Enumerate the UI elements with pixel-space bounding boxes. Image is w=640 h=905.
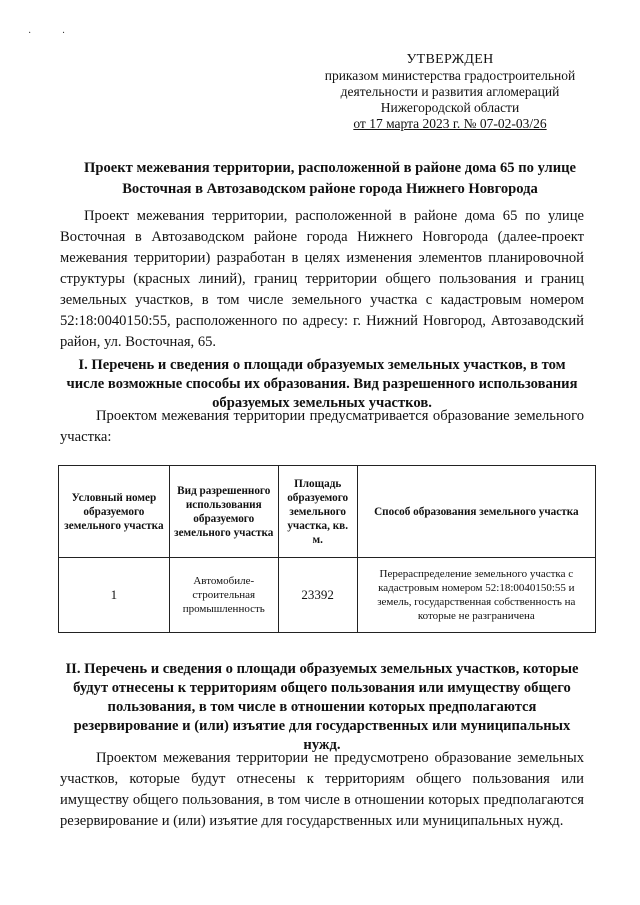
section-1-title: I. Перечень и сведения о площади образуемых земельных участков, в том числе возможные способы их образования. Вид разрешенного использования образуемых земельных участков.: [66, 357, 578, 411]
cell-method: Перераспределение земельного участка с кадастровым номером 52:18:0040150:55 и земель, государственная собственность на которые не разграничена: [357, 558, 595, 633]
column-header-usage: Вид разрешенного использования образуемого земельного участка: [169, 466, 278, 558]
approval-line-1: приказом министерства градостроительной: [324, 68, 576, 83]
section-1-text: Проектом межевания территории предусматривается образование земельного участка:: [60, 408, 584, 445]
approval-stamp-block: [310, 52, 590, 132]
approval-order-date: от 17 марта 2023 г. № 07-02-03/26: [353, 116, 547, 131]
intro-paragraph: Проект межевания территории, расположенной в районе дома 65 по улице Восточная в Автозаводском районе города Нижнего Новгорода (далее-проект межевания территории) разработан в целях изменения элементов планировочной структуры (красных линий), границ территории общего пользования и границ земельных участков, в том числе земельного участка с кадастровым номером 52:18:0040150:55, расположенного по адресу: г. Нижний Новгород, Автозаводский район, ул. Восточная, 65.: [60, 208, 584, 350]
approval-line-2: деятельности и развития агломераций: [340, 84, 560, 99]
cell-usage: Автомобиле-строительная промышленность: [169, 558, 278, 633]
table-header-row: [59, 466, 596, 558]
document-title: Проект межевания территории, расположенной в районе дома 65 по улице Восточная в Автозаводском районе города Нижнего Новгорода: [83, 160, 577, 197]
cell-area: 23392: [278, 558, 357, 633]
approval-heading: УТВЕРЖДЕН: [406, 52, 494, 67]
section-2-text: Проектом межевания территории не предусмотрено образование земельных участков, которые будут отнесены к территориям общего пользования или имуществу общего пользования, в том числе в отношении которых предполагаются резервирование и (или) изъятие для государственных или муниципальных нужд.: [60, 750, 584, 829]
column-header-method: Способ образования земельного участка: [357, 466, 595, 558]
approval-line-3: Нижегородской области: [380, 100, 520, 115]
column-header-number: Условный номер образуемого земельного участка: [59, 466, 170, 558]
column-header-area: Площадь образуемого земельного участка, кв. м.: [278, 466, 357, 558]
section-2-title: II. Перечень и сведения о площади образуемых земельных участков, которые будут отнесены к территориям общего пользования или имуществу общего пользования, в том числе в отношении которых предполагаются резервирование и (или) изъятие для государственных или муниципальных нужд.: [65, 661, 579, 753]
cell-number: 1: [59, 558, 170, 633]
scan-artifact-dots: · ·: [28, 28, 80, 39]
table-row: [59, 558, 596, 633]
parcels-table: [58, 465, 596, 633]
